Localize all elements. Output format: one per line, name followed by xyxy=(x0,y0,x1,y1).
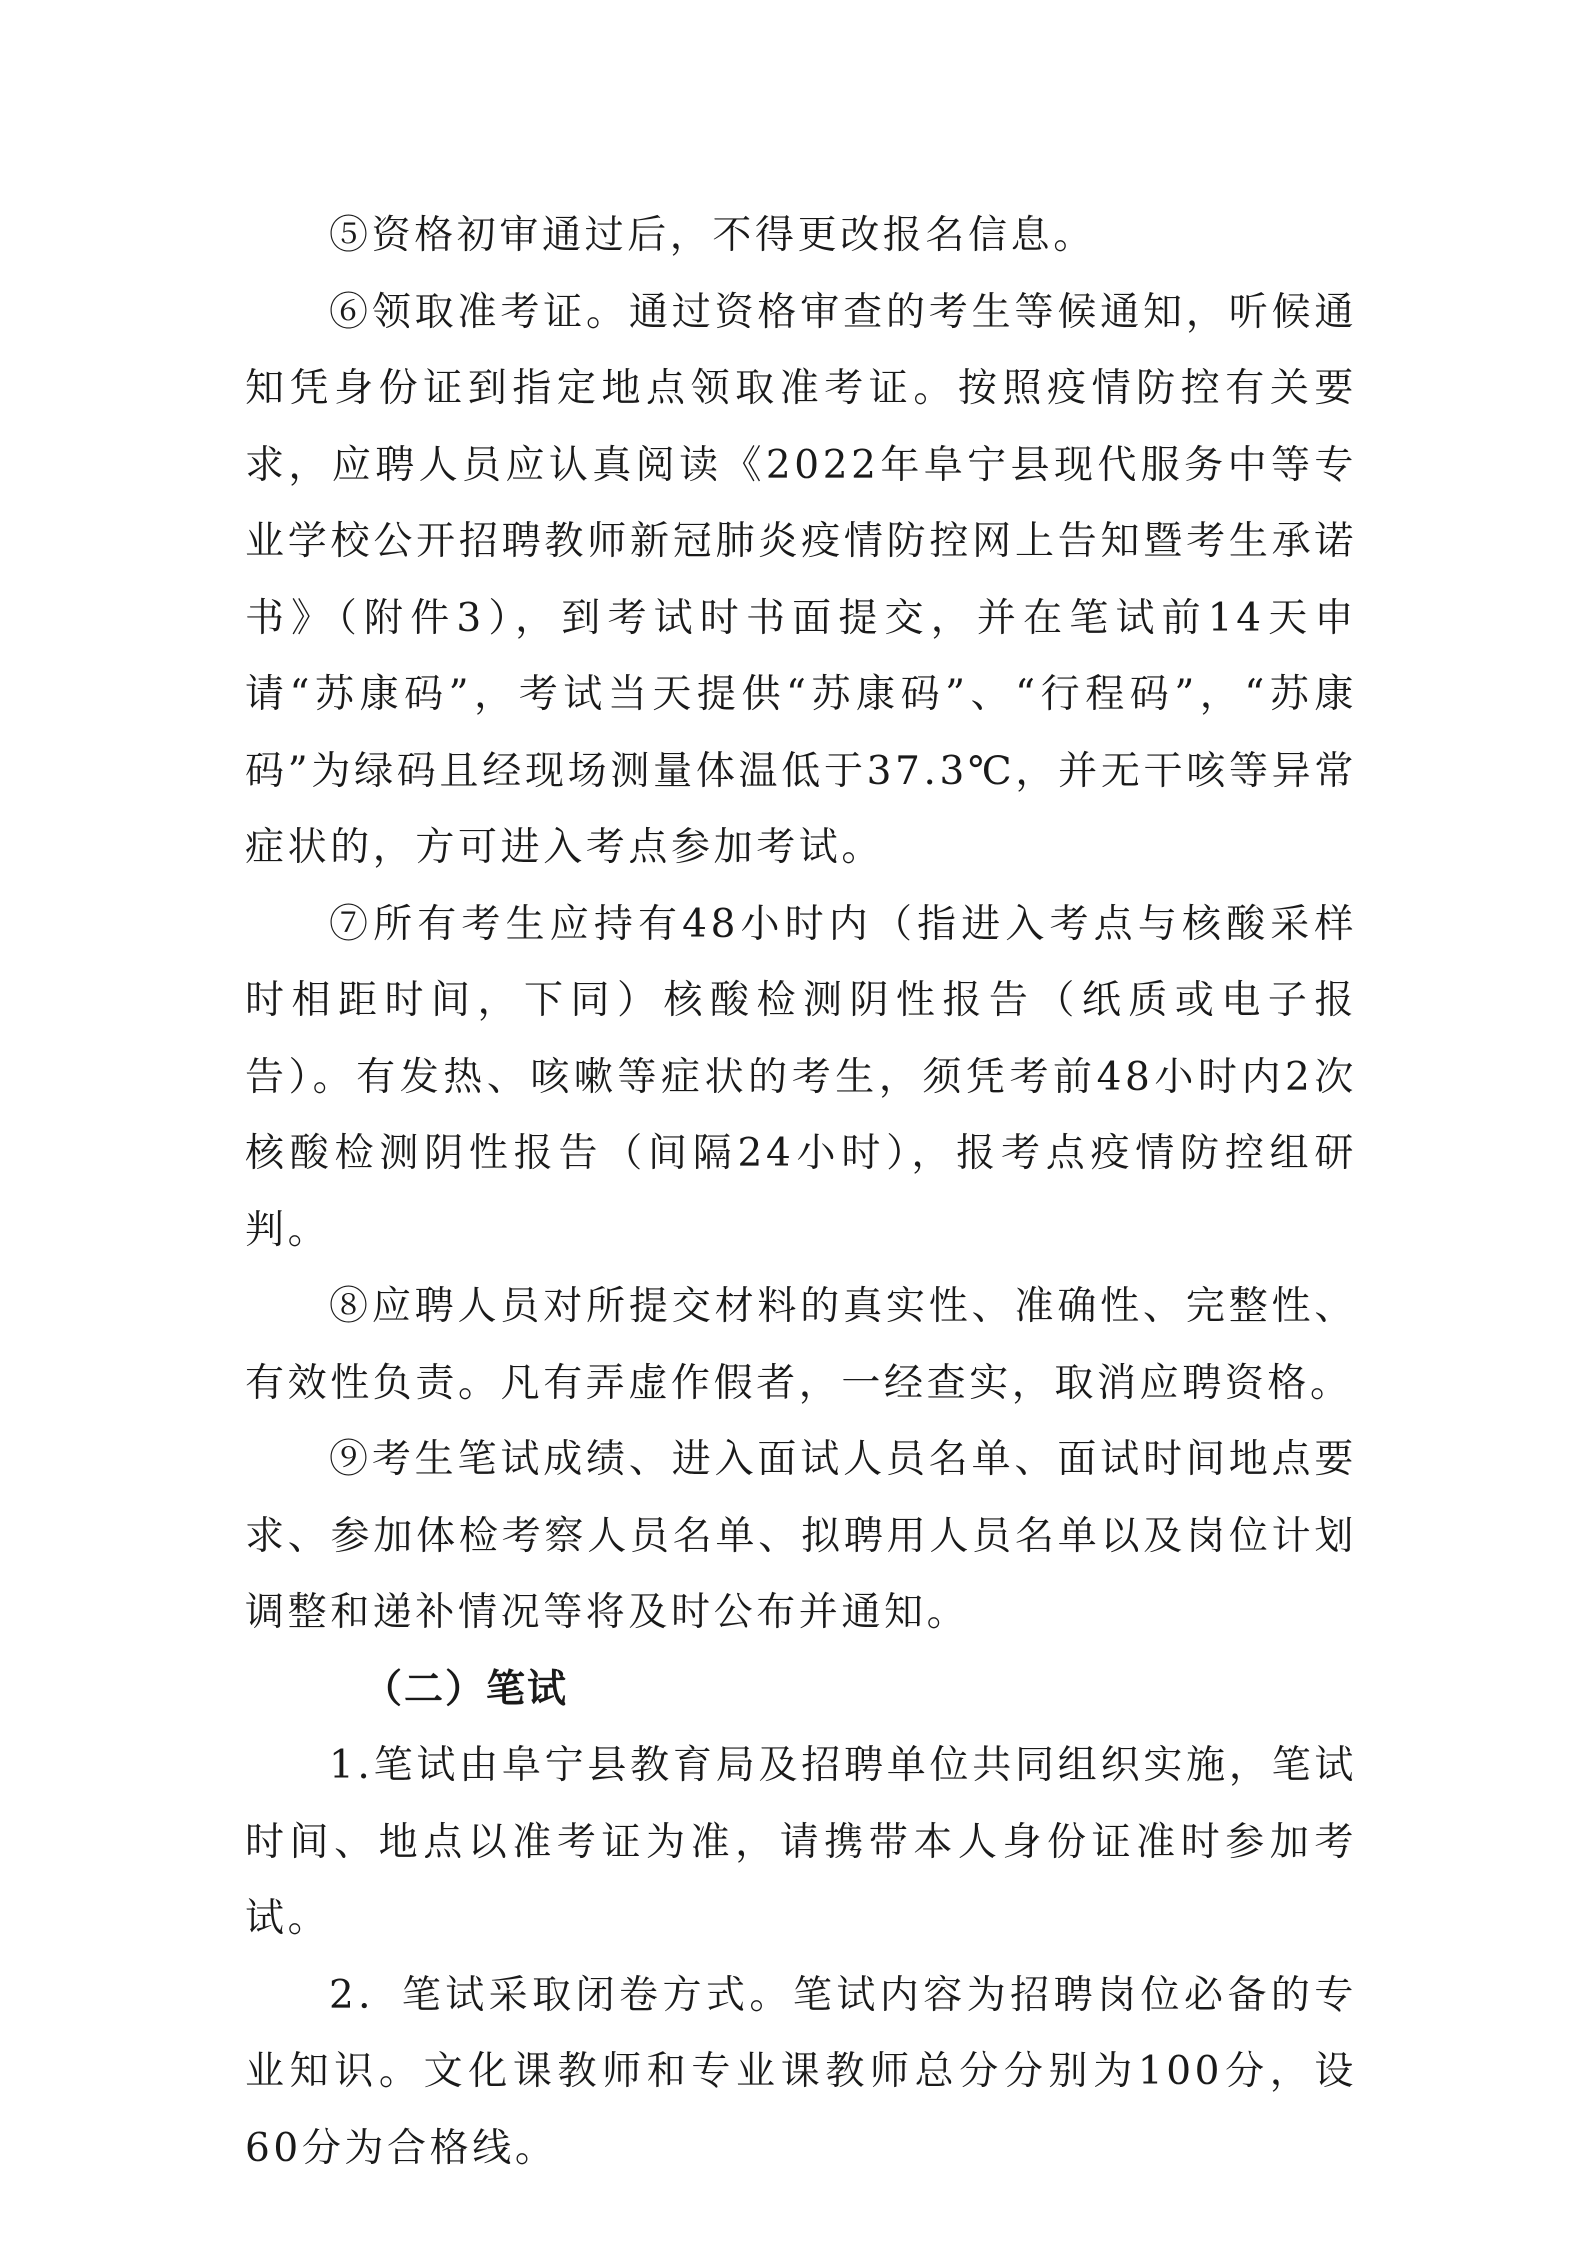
paragraph-material-authenticity: ⑧应聘人员对所提交材料的真实性、准确性、完整性、有效性负责。凡有弄虚作假者，一经查实，取消应聘资格。 xyxy=(245,1284,1357,1406)
paragraph-admission-ticket: ⑥领取准考证。通过资格审查的考生等候通知，听候通知凭身份证到指定地点领取准考证。按照疫情防控有关要求，应聘人员应认真阅读《2022年阜宁县现代服务中等专业学校公开招聘教师新冠肺炎疫情防控网上告知暨考生承诺书》（附件3），到考试时书面提交，并在笔试前14天申请“苏康码”，考试当天提供“苏康码”、“行程码”，“苏康码”为绿码且经现场测量体温低于37.3℃，并无干咳等异常症状的，方可进入考点参加考试。 xyxy=(245,289,1357,870)
section-heading-written-exam: （二）笔试 xyxy=(363,1666,569,1712)
document-body xyxy=(245,198,1357,2187)
paragraph-qualification-review: ⑤资格初审通过后，不得更改报名信息。 xyxy=(329,213,1096,258)
paragraph-exam-format: 2．笔试采取闭卷方式。笔试内容为招聘岗位必备的专业知识。文化课教师和专业课教师总分分别为100分，设60分为合格线。 xyxy=(245,1972,1357,2171)
paragraph-results-announcement: ⑨考生笔试成绩、进入面试人员名单、面试时间地点要求、参加体检考察人员名单、拟聘用人员名单以及岗位计划调整和递补情况等将及时公布并通知。 xyxy=(245,1437,1357,1635)
paragraph-exam-organization: 1.笔试由阜宁县教育局及招聘单位共同组织实施，笔试时间、地点以准考证为准，请携带本人身份证准时参加考试。 xyxy=(245,1743,1357,1941)
paragraph-nucleic-acid-test: ⑦所有考生应持有48小时内（指进入考点与核酸采样时相距时间，下同）核酸检测阴性报告（纸质或电子报告）。有发热、咳嗽等症状的考生，须凭考前48小时内2次核酸检测阴性报告（间隔24小时），报考点疫情防控组研判。 xyxy=(245,901,1357,1253)
